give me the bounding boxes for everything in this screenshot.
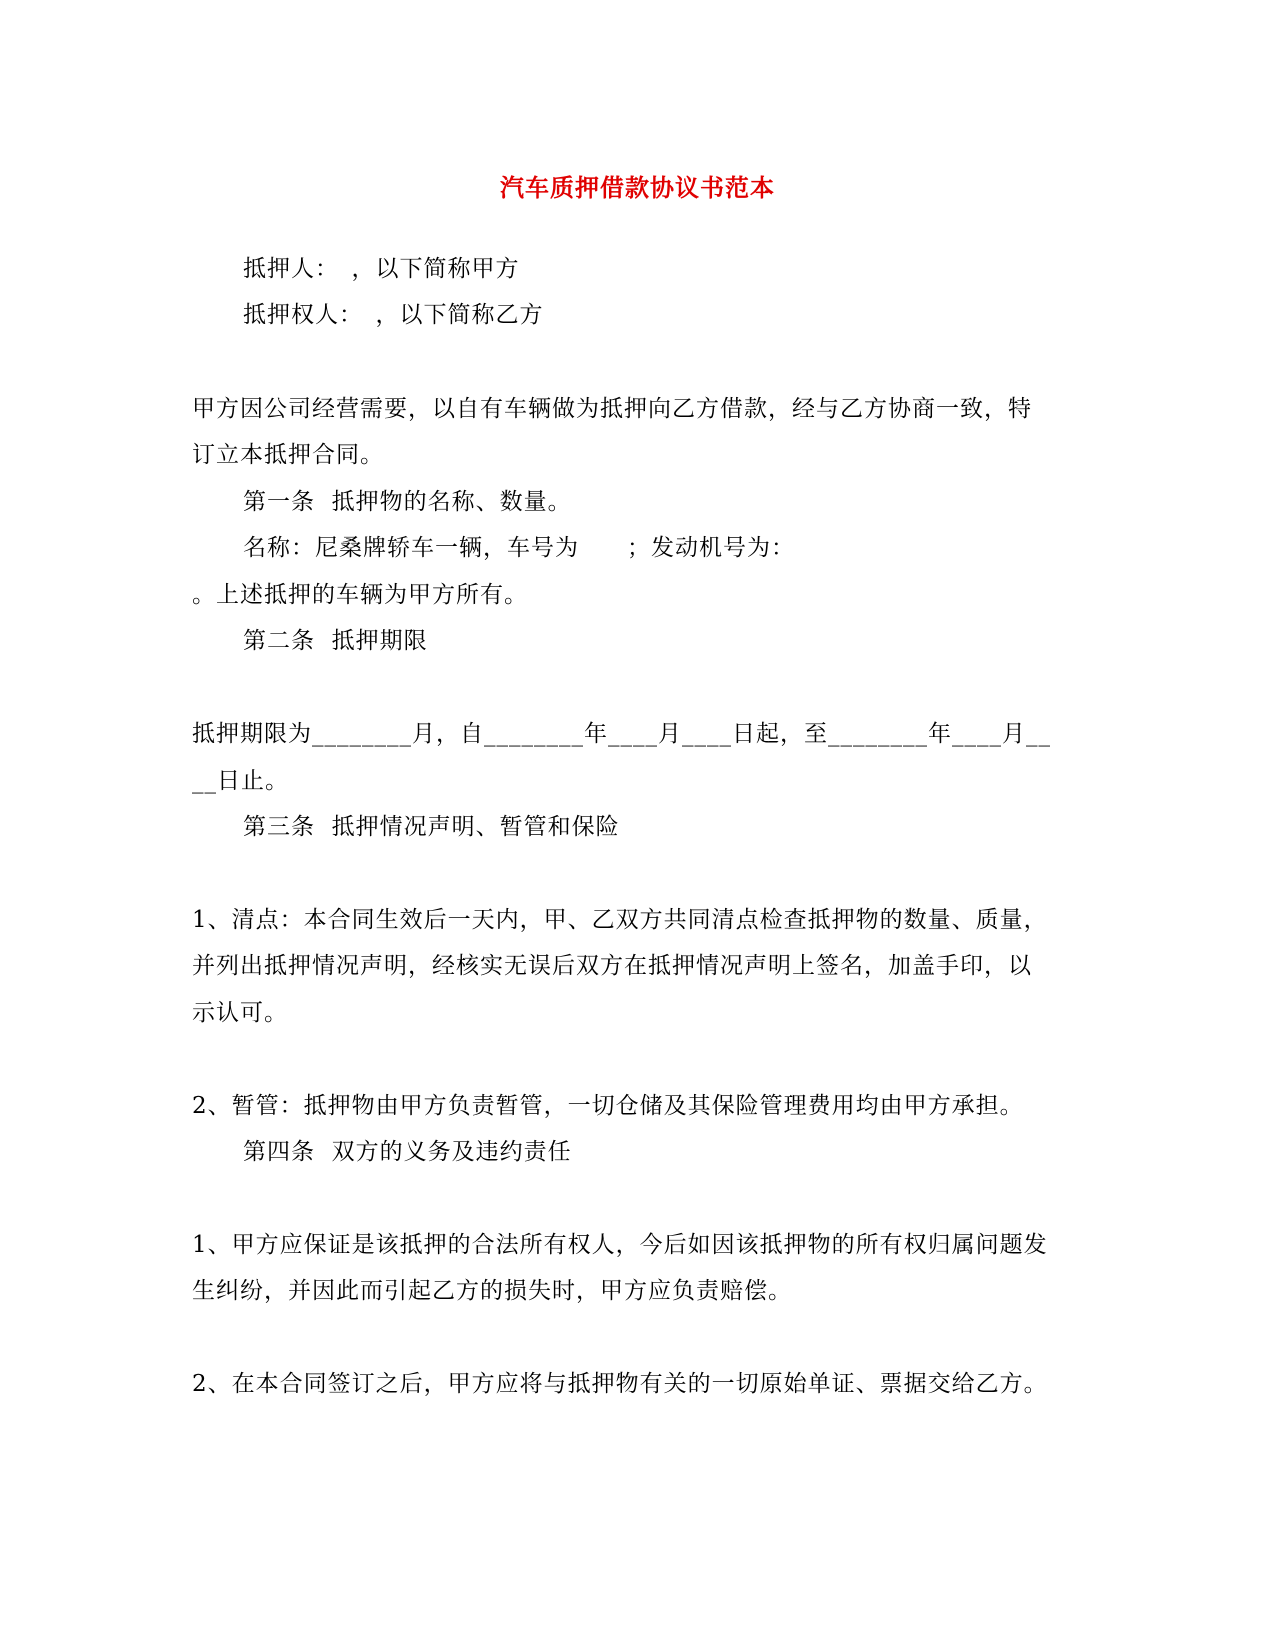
document-title: 汽车质押借款协议书范本 <box>500 173 775 202</box>
term-line-1: 抵押期限为________月，自________年____月____日起，至________年____月__ <box>192 721 1051 747</box>
article-1-ownership-line: 。上述抵押的车辆为甲方所有。 <box>192 582 528 608</box>
pledgor-line: 抵押人： ，以下简称甲方 <box>243 256 520 282</box>
article-3-item-1-line-2: 并列出抵押情况声明，经核实无误后双方在抵押情况声明上签名，加盖手印，以 <box>192 953 1032 979</box>
article-4-item-2: 2、在本合同签订之后，甲方应将与抵押物有关的一切原始单证、票据交给乙方。 <box>192 1371 1048 1397</box>
article-3-heading: 第三条 抵押情况声明、暂管和保险 <box>243 814 620 840</box>
article-3-item-1-line-1: 1、清点：本合同生效后一天内，甲、乙双方共同清点检查抵押物的数量、质量， <box>192 907 1048 933</box>
term-line-2: __日止。 <box>192 768 289 794</box>
pledgee-line: 抵押权人： ，以下简称乙方 <box>243 302 544 328</box>
article-1-heading: 第一条 抵押物的名称、数量。 <box>243 489 572 515</box>
article-4-item-1-line-1: 1、甲方应保证是该抵押的合法所有权人，今后如因该抵押物的所有权归属问题发 <box>192 1232 1048 1258</box>
preamble-line-1: 甲方因公司经营需要，以自有车辆做为抵押向乙方借款，经与乙方协商一致，特 <box>192 396 1032 422</box>
preamble-line-2: 订立本抵押合同。 <box>192 442 384 468</box>
article-1-name-line: 名称：尼桑牌轿车一辆，车号为 ；发动机号为： <box>243 535 795 561</box>
article-3-item-2: 2、暂管：抵押物由甲方负责暂管，一切仓储及其保险管理费用均由甲方承担。 <box>192 1093 1024 1119</box>
article-4-heading: 第四条 双方的义务及违约责任 <box>243 1139 572 1165</box>
article-2-heading: 第二条 抵押期限 <box>243 628 428 654</box>
article-4-item-1-line-2: 生纠纷，并因此而引起乙方的损失时，甲方应负责赔偿。 <box>192 1278 792 1304</box>
article-3-item-1-line-3: 示认可。 <box>192 1000 288 1026</box>
